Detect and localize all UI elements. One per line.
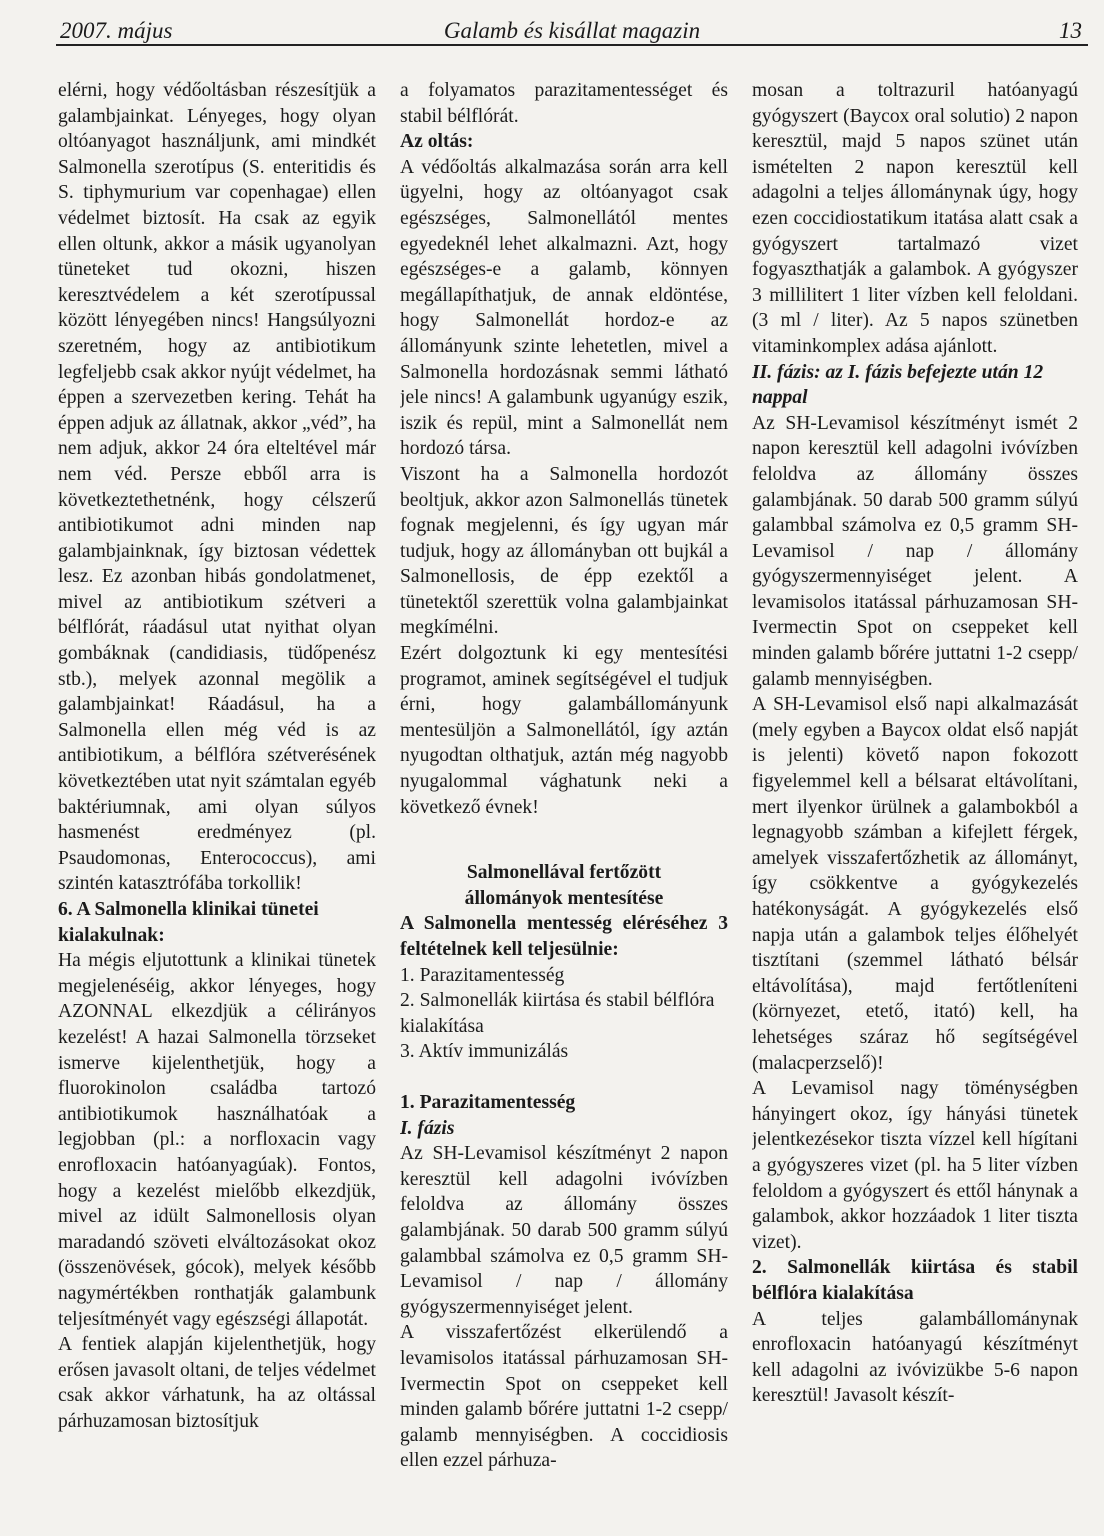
conditions-heading: A Salmonella mentesség eléréséhez 3 feltételnek kell teljesülnie:	[400, 913, 728, 960]
subheading-oltas: Az oltás:	[400, 131, 474, 153]
list-item: 2. Salmonellák kiirtása és stabil bélflóra kialakítása	[400, 990, 715, 1037]
paragraph: mosan a toltrazuril hatóanyagú gyógyszert (Baycox oral solutio) 2 napon keresztül, majd 5 napos szünet után ismételten 2 napon keresztül kell adagolni a teljes állománynak úgy, hogy ezen coccidiostatikum itatása alatt csak a gyógyszert tartalmazó vizet fogyaszthatják a galambok. A gyógyszer 3 millilitert 1 liter vízben kell feloldani. (3 ml / liter). Az 5 napos szünetben vitaminkomplex adása ajánlott.	[752, 80, 1078, 357]
issue-date: 2007. május	[60, 18, 173, 43]
article-title-line-1: Salmonellával fertőzött	[466, 862, 662, 884]
paragraph: Az SH-Levamisol készítményt 2 napon keresztül kell adagolni ivóvízben feloldva az állomány összes galambjának. 50 darab 500 gramm súlyú galambbal számolva ez 0,5 gramm SH-Levamisol / nap / állomány gyógyszermennyiséget jelent.	[400, 1143, 728, 1318]
section-heading-1: 1. Parazitamentesség	[400, 1091, 576, 1113]
column-1	[58, 78, 376, 1528]
phase-1-heading: I. fázis	[400, 1117, 455, 1139]
paragraph: Viszont ha a Salmonella hordozót beoltjuk, akkor azon Salmonellás tünetek fognak megjelenni, és így ugyan már tudjuk, hogy az állományban ott bujkál a Salmonellosis, de épp ezektől a tünetektől szerettük volna galambjainkat megkímélni.	[400, 463, 728, 639]
paragraph: A védőoltás alkalmazása során arra kell ügyelni, hogy az oltóanyagot csak egészséges, Salmonellától mentes egyedeknél lehet alkalmazni. Azt, hogy egészséges-e a galamb, könnyen megállapíthatjuk, de annak eldöntése, hogy Salmonellát hordoz-e az állományunk szinte lehetetlen, mivel a Salmonella hordozásnak semmi látható jele nincs! A galambunk ugyanúgy eszik, iszik és repül, mint a Salmonellát nem hordozó társa.	[400, 156, 728, 460]
paragraph: A teljes galambállománynak enrofloxacin hatóanyagú készítményt kell adagolni az ivóvizükbe 5-6 napon keresztül! Javasolt készít-	[752, 1308, 1078, 1407]
paragraph: Az SH-Levamisol készítményt ismét 2 napon keresztül kell adagolni ivóvízben feloldva az állomány összes galambjának. 50 darab 500 gramm súlyú galambbal számolva ez 0,5 gramm SH-Levamisol / nap / állomány gyógyszermennyiséget jelent. A levamisolos itatással párhuzamosan SH-Ivermectin Spot on cseppeket kell minden galamb bőrére juttatni 1-2 csepp/ galamb mennyiségben.	[752, 412, 1078, 690]
page-header	[56, 10, 1088, 46]
page-number: 13	[1059, 18, 1082, 43]
list-item: 1. Parazitamentesség	[400, 964, 565, 986]
magazine-title: Galamb és kisállat magazin	[443, 18, 701, 43]
paragraph: A fentiek alapján kijelenthetjük, hogy erősen javasolt oltani, de teljes védelmet csak akkor várhatunk, ha az oltással párhuzamosan biztosítjuk	[58, 1334, 376, 1432]
section-heading-2: 2. Salmonellák kiirtása és stabil bélflóra kialakítása	[752, 1257, 1078, 1304]
section-heading-6: 6. A Salmonella klinikai tünetei kialakulnak:	[58, 899, 319, 946]
article-title-line-2: állományok mentesítése	[464, 887, 664, 909]
paragraph: A Levamisol nagy töménységben hányingert okoz, így hányási tünetek jelentkezésekor tiszta vízzel kell hígítani a gyógyszeres vizet (pl. ha 5 liter vízben feloldom a gyógyszert és ettől hánynak a galambok, akkor hozzáadok 1 liter tiszta vizet).	[752, 1078, 1078, 1253]
paragraph: A SH-Levamisol első napi alkalmazását (mely egyben a Baycox oldat első napját is jelenti) követő napon fokozott figyelemmel kell a bélsarat eltávolítani, mert ilyenkor ürülnek a galambokból a legnagyobb számban a kifejlett férgek, amelyek visszafertőzhetik az állományt, így csökkentve a gyógykezelés hatékonyságát. A gyógykezelés első napja után a galambok teljes élőhelyét tisztítani (szemmel látható bélsár eltávolítása), majd fertőtleníteni (környezet, etető, itató) kell, ha lehetséges száraz hő segítségével (malacperzselő)!	[752, 694, 1078, 1074]
column-2	[400, 78, 728, 1528]
paragraph: Ha mégis eljutottunk a klinikai tünetek megjelenéséig, akkor lényeges, hogy AZONNAL elkezdjük a célirányos kezelést! A hazai Salmonella törzseket ismerve kijelenthetjük, hogy a fluorokinolon családba tartozó antibiotikumok használhatóak a legjobban (pl.: a norfloxacin vagy enrofloxacin hatóanyagúak). Fontos, hogy a kezelést mielőbb elkezdjük, mivel az idült Salmonellosis olyan maradandó szöveti elváltozásokat okoz (összenövések, gócok), melyek később nagymértékben ronthatják galambunk teljesítményét vagy egészségi állapotát.	[58, 950, 376, 1330]
paragraph: a folyamatos parazitamentességet és stabil bélflórát.	[400, 80, 728, 127]
phase-2-heading: II. fázis: az I. fázis befejezte után 12 nappal	[752, 361, 1044, 409]
list-item: 3. Aktív immunizálás	[400, 1041, 569, 1063]
paragraph: elérni, hogy védőoltásban részesítjük a galambjainkat. Lényeges, hogy olyan oltóanyagot használjunk, ami mindkét Salmonella szerotípus (S. enteritidis és S. tiphymurium var copenhagae) ellen védelmet biztosít. Ha csak az egyik ellen oltunk, akkor a másik ugyanolyan tüneteket tud okozni, hiszen keresztvédelem a két szerotípussal között lényegében nincs! Hangsúlyozni szeretném, hogy az antibiotikum legfeljebb csak akkor nyújt védelmet, ha éppen a szervezetben kering. Tehát ha éppen adjuk az állatnak, akkor „véd”, ha nem adjuk, akkor 24 óra elteltével már nem véd. Persze ebből arra is következtethetnénk, hogy célszerű antibiotikumot adni minden nap galambjainknak, így biztosan védettek lesz. Ez azonban hibás gondolatmenet, mivel az antibiotikum szétveri a bélflórát, ráadásul utat nyithat olyan gombáknak (candidiasis, tüdőpenész stb.), melyek azonnal megölik a galambjainkat! Ráadásul, ha a Salmonella ellen még véd is az antibiotikum, a bélflóra szétverésének következtében utat nyit számtalan egyéb baktériumnak, ami olyan súlyos hasmenést eredményez (pl. Psaudomonas, Enterococcus), ami szintén katasztrófába torkollik!	[58, 80, 376, 895]
paragraph: A visszafertőzést elkerülendő a levamisolos itatással párhuzamosan SH-Ivermectin Spot on cseppeket kell minden galamb bőrére juttatni 1-2 csepp/ galamb mennyiségben. A coccidiosis ellen ezzel párhuza-	[400, 1322, 728, 1472]
paragraph: Ezért dolgoztunk ki egy mentesítési programot, aminek segítségével el tudjuk érni, hogy galambállományunk mentesüljön a Salmonellától, így aztán nyugodtan olthatjuk, aztán még nagyobb nyugalommal vághatunk neki a következő évnek!	[400, 643, 728, 818]
column-3	[752, 78, 1078, 1528]
